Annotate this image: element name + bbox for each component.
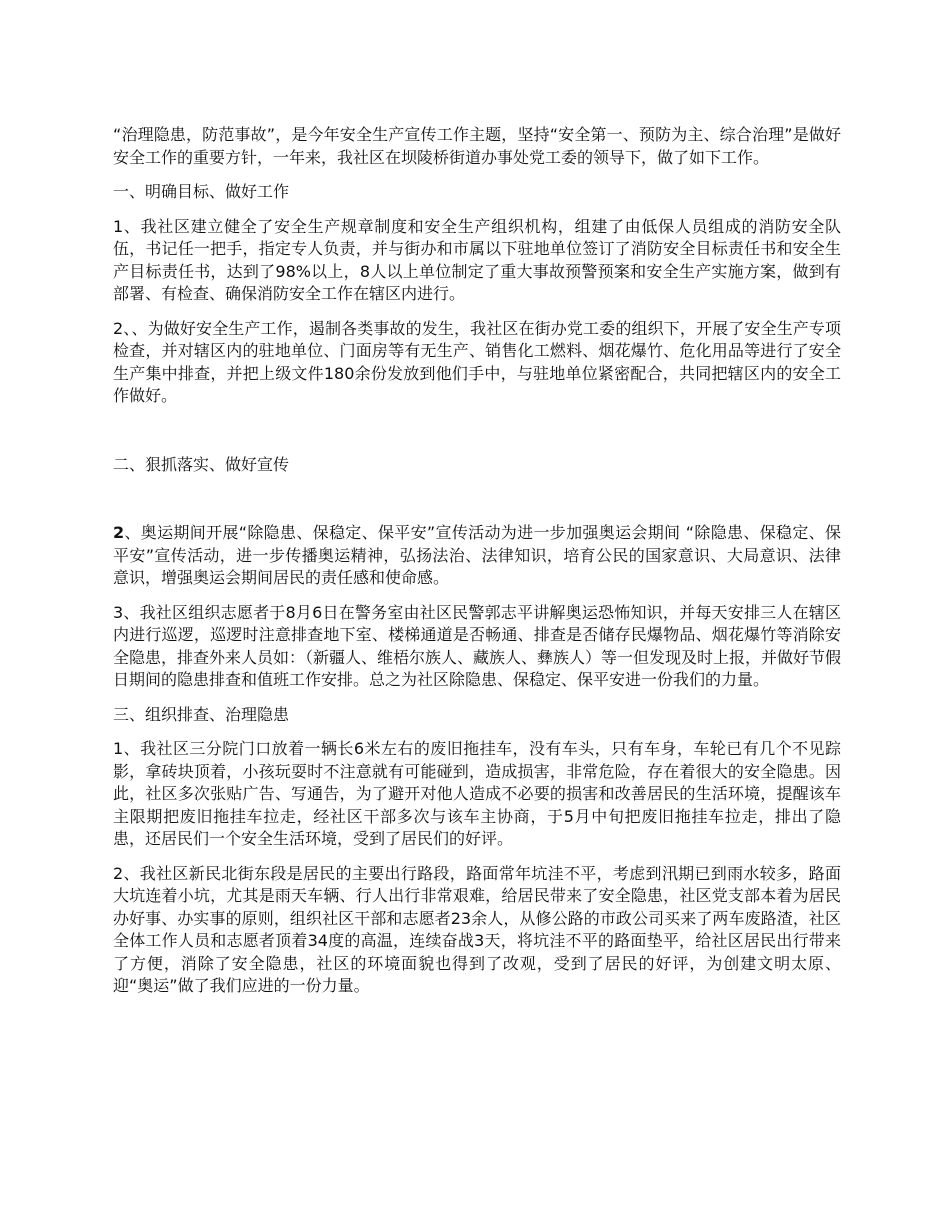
section-1-title: 一、明确目标、做好工作: [113, 182, 290, 201]
section-3-title: 三、组织排查、治理隐患: [113, 704, 290, 724]
paragraph-text: 、奥运期间开展“除隐患、保稳定、保平安”宣传活动为进一步加强奥运会期间 “除隐患、保稳定、保平安”宣传活动，进一步传播奥运精神，弘扬法治、法律知识，培育公民的国家意识、大局意识、法律意识，增强奥运会期间居民的责任感和使命感。: [113, 523, 841, 587]
paragraph-number: 2: [113, 523, 125, 542]
intro-paragraph: “治理隐患，防范事故”，是今年安全生产宣传工作主题，坚持“安全第一、预防为主、综合治理”是做好安全工作的重要方针，一年来，我社区在坝陵桥街道办事处党工委的领导下，做了如下工作。: [113, 125, 841, 167]
section-3-paragraph-2: 2、我社区新民北街东段是居民的主要出行路段，路面常年坑洼不平，考虑到汛期已到雨水较多，路面大坑连着小坑，尤其是雨天车辆、行人出行非常艰难，给居民带来了安全隐患，社区党支部本着为居民办好事、办实事的原则，组织社区干部和志愿者23余人，从修公路的市政公司买来了两车废路渣，社区全体工作人员和志愿者顶着34度的高温，连续奋战3天，将坑洼不平的路面垫平，给社区居民出行带来了方便，消除了安全隐患，社区的环境面貌也得到了改观，受到了居民的好评，为创建文明太原、迎“奥运”做了我们应进的一份力量。: [113, 863, 841, 995]
section-1-paragraph-1: 1、我社区建立健全了安全生产规章制度和安全生产组织机构，组建了由低保人员组成的消防安全队伍，书记任一把手，指定专人负责，并与街办和市属以下驻地单位签订了消防安全目标责任书和安全生产目标责任书，达到了98%以上，8人以上单位制定了重大事故预警预案和安全生产实施方案，做到有部署、有检查、确保消防安全工作在辖区内进行。: [113, 216, 841, 303]
document-body: [113, 124, 841, 998]
section-2-paragraph-1: [113, 522, 841, 590]
section-1-paragraph-2: 2、、为做好安全生产工作，遏制各类事故的发生，我社区在街办党工委的组织下，开展了安全生产专项检查，并对辖区内的驻地单位、门面房等有无生产、销售化工燃料、烟花爆竹、危化用品等进行了安全生产集中排查，并把上级文件180余份发放到他们手中，与驻地单位紧密配合，共同把辖区内的安全工作做好。: [113, 318, 841, 405]
section-2-paragraph-2: 3、我社区组织志愿者于8月6日在警务室由社区民警郭志平讲解奥运恐怖知识，并每天安排三人在辖区内进行巡逻，巡逻时注意排查地下室、楼梯通道是否畅通、排查是否储存民爆物品、烟花爆竹等消除安全隐患，排查外来人员如：（新疆人、维梧尔族人、藏族人、彝族人）等一但发现及时上报，并做好节假日期间的隐患排查和值班工作安排。总之为社区除隐患、保稳定、保平安进一份我们的力量。: [113, 602, 842, 689]
section-2-title: 二、狠抓落实、做好宣传: [113, 454, 290, 474]
section-3-paragraph-1: 1、我社区三分院门口放着一辆长6米左右的废旧拖挂车，没有车头，只有车身，车轮已有几个不见踪影，拿砖块顶着，小孩玩耍时不注意就有可能碰到，造成损害，非常危险，存在着很大的安全隐患。因此，社区多次张贴广告、写通告，为了避开对他人造成不必要的损害和改善居民的生活环境，提醒该车主限期把废旧拖挂车拉走，经社区干部多次与该车主协商，于5月中旬把废旧拖挂车拉走，排出了隐患，还居民们一个安全生活环境，受到了居民们的好评。: [113, 739, 841, 848]
